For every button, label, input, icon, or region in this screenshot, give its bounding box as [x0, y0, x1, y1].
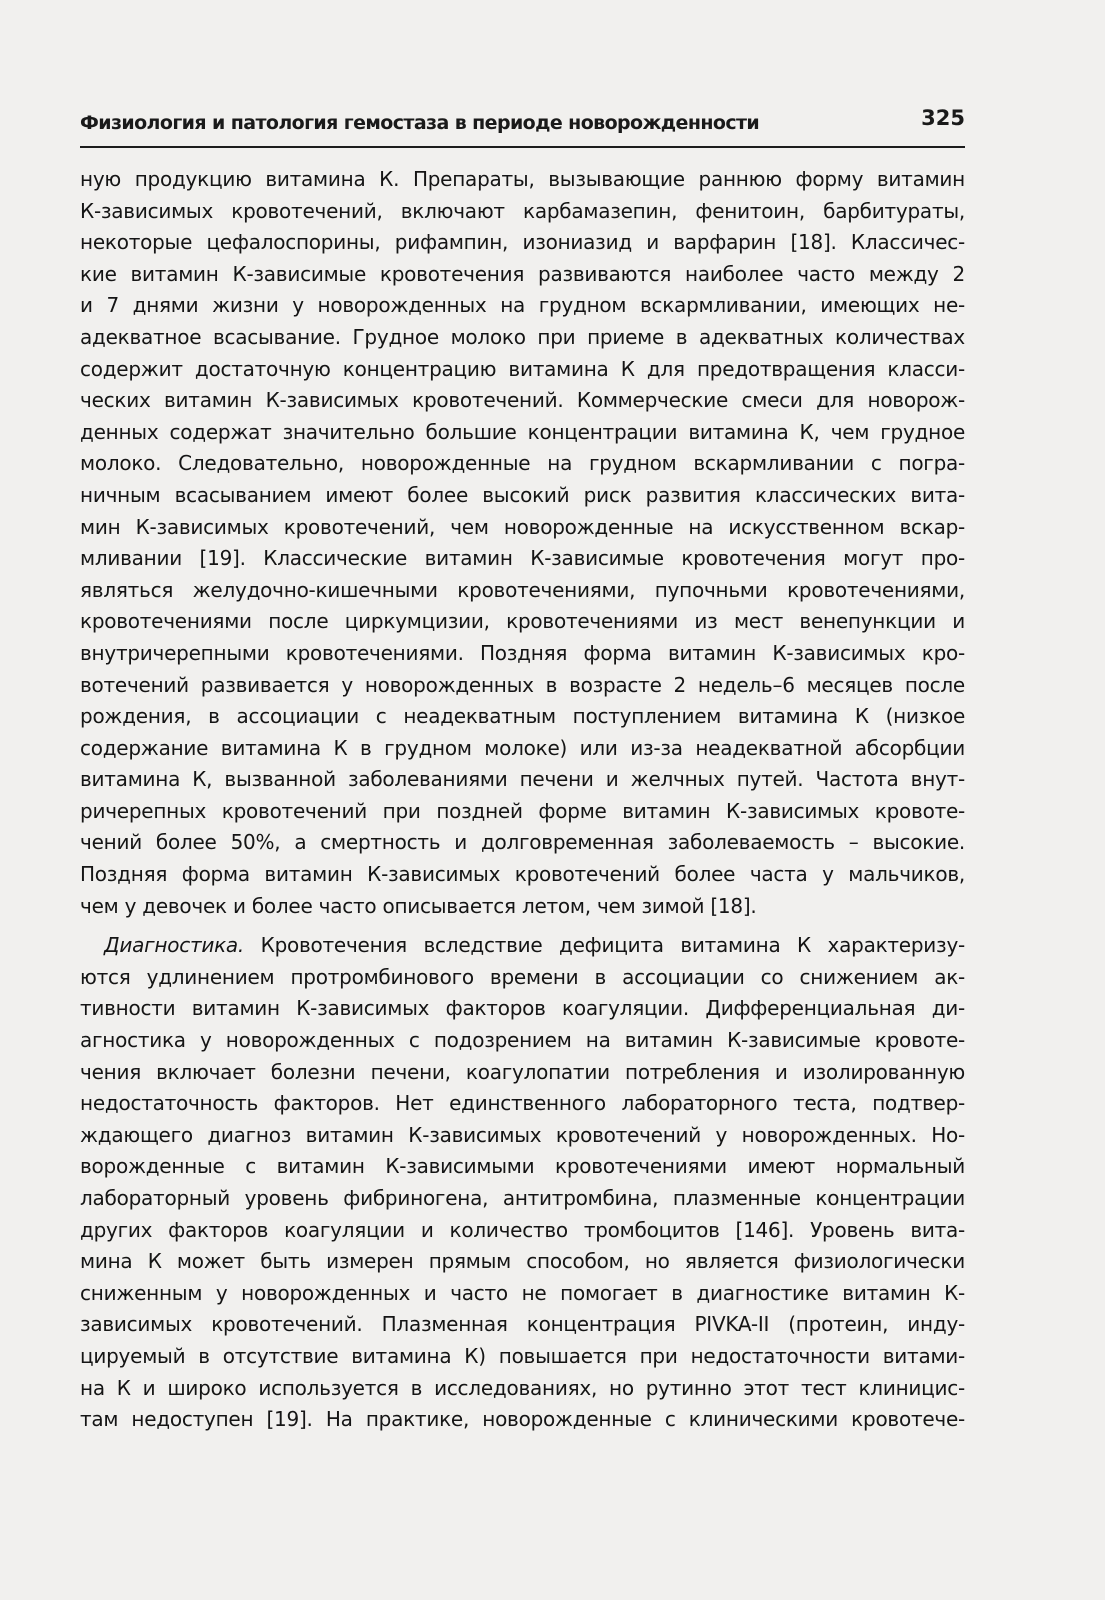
text-line: и 7 днями жизни у новорожденных на грудном вскармливании, имеющих не-	[80, 293, 965, 318]
text-line: кие витамин К-зависимые кровотечения развиваются наиболее часто между 2	[80, 261, 965, 286]
text-line: витамина К, вызванной заболеваниями печени и желчных путей. Частота внут-	[80, 767, 965, 792]
text-line: там недоступен [19]. На практике, новорожденные с клиническими кровотече-	[80, 1407, 965, 1432]
text-line: адекватное всасывание. Грудное молоко при приеме в адекватных количествах	[80, 324, 965, 349]
text-line: зависимых кровотечений. Плазменная концентрация PIVKA-II (протеин, инду-	[80, 1312, 965, 1337]
text-line-first	[80, 930, 965, 962]
header-rule	[80, 146, 965, 148]
text-line: лабораторный уровень фибриногена, антитромбина, плазменные концентрации	[80, 1186, 965, 1210]
running-title: Физиология и патология гемостаза в периоде новорожденности	[80, 112, 760, 134]
text-line: содержит достаточную концентрацию витамина К для предотвращения класси-	[80, 356, 965, 381]
text-line: рождения, в ассоциации с неадекватным поступлением витамина К (низкое	[80, 704, 965, 729]
first-line-text: Кровотечения вследствие дефицита витамина К характеризу-	[244, 933, 965, 958]
text-line: являться желудочно-кишечными кровотечениями, пупочньми кровотечениями,	[80, 577, 965, 602]
text-line: сниженным у новорожденных и часто не помогает в диагностике витамин К-	[80, 1280, 965, 1305]
text-line: недостаточность факторов. Нет единственного лабораторного теста, подтвер-	[80, 1091, 965, 1116]
text-line: тивности витамин К-зависимых факторов коагуляции. Дифференциальная ди-	[80, 996, 965, 1021]
text-line: агностика у новорожденных с подозрением на витамин К-зависимые кровоте-	[80, 1028, 965, 1053]
text-line: ную продукцию витамина К. Препараты, вызывающие раннюю форму витамин	[80, 167, 965, 191]
text-line: денных содержат значительно большие концентрации витамина К, чем грудное	[80, 419, 965, 444]
text-line: вотечений развивается у новорожденных в возрасте 2 недель–6 месяцев после	[80, 672, 965, 697]
text-line: Поздняя форма витамин К-зависимых кровотечений более часта у мальчиков,	[80, 862, 965, 887]
page-number: 325	[921, 106, 965, 130]
text-line: кровотечениями после циркумцизии, кровотечениями из мест венепункции и	[80, 609, 965, 634]
text-line: ворожденные с витамин К-зависимыми кровотечениями имеют нормальный	[80, 1154, 965, 1179]
text-line: ждающего диагноз витамин К-зависимых кровотечений у новорожденных. Но-	[80, 1122, 965, 1147]
text-line: ческих витамин К-зависимых кровотечений. Коммерческие смеси для новорож-	[80, 388, 965, 413]
text-line: ричерепных кровотечений при поздней форме витамин К-зависимых кровоте-	[80, 798, 965, 823]
text-line: молоко. Следовательно, новорожденные на грудном вскармливании с погра-	[80, 451, 965, 476]
text-line: мин К-зависимых кровотечений, чем новорожденные на искусственном вскар-	[80, 514, 965, 539]
paragraph-diagnostics	[80, 930, 965, 1436]
text-line: чем у девочек и более часто описывается летом, чем зимой [18].	[80, 893, 757, 918]
text-line: чений более 50%, а смертность и долговременная заболеваемость – высокие.	[80, 830, 965, 855]
text-line: содержание витамина К в грудном молоке) или из-за неадекватной абсорбции	[80, 735, 965, 760]
page-header	[80, 104, 965, 140]
section-lead-italic: Диагностика.	[104, 933, 245, 958]
text-line: некоторые цефалоспорины, рифампин, изониазид и варфарин [18]. Классичес-	[80, 230, 965, 255]
text-line: внутричерепными кровотечениями. Поздняя форма витамин К-зависимых кро-	[80, 640, 965, 665]
text-line: на К и широко используется в исследованиях, но рутинно этот тест клиницис-	[80, 1375, 965, 1400]
text-line: ничным всасыванием имеют более высокий риск развития классических вита-	[80, 482, 965, 507]
paragraph-vitamin-k-bleeding	[80, 164, 965, 922]
text-line: К-зависимых кровотечений, включают карбамазепин, фенитоин, барбитураты,	[80, 198, 965, 223]
body-text	[80, 164, 965, 1436]
text-line: других факторов коагуляции и количество тромбоцитов [146]. Уровень вита-	[80, 1217, 965, 1242]
text-line: мливании [19]. Классические витамин К-зависимые кровотечения могут про-	[80, 546, 965, 571]
text-line: цируемый в отсутствие витамина К) повышается при недостаточности витами-	[80, 1343, 965, 1368]
text-line: ются удлинением протромбинового времени в ассоциации со снижением ак-	[80, 964, 965, 989]
text-line: мина К может быть измерен прямым способом, но является физиологически	[80, 1249, 965, 1274]
text-line: чения включает болезни печени, коагулопатии потребления и изолированную	[80, 1059, 965, 1084]
